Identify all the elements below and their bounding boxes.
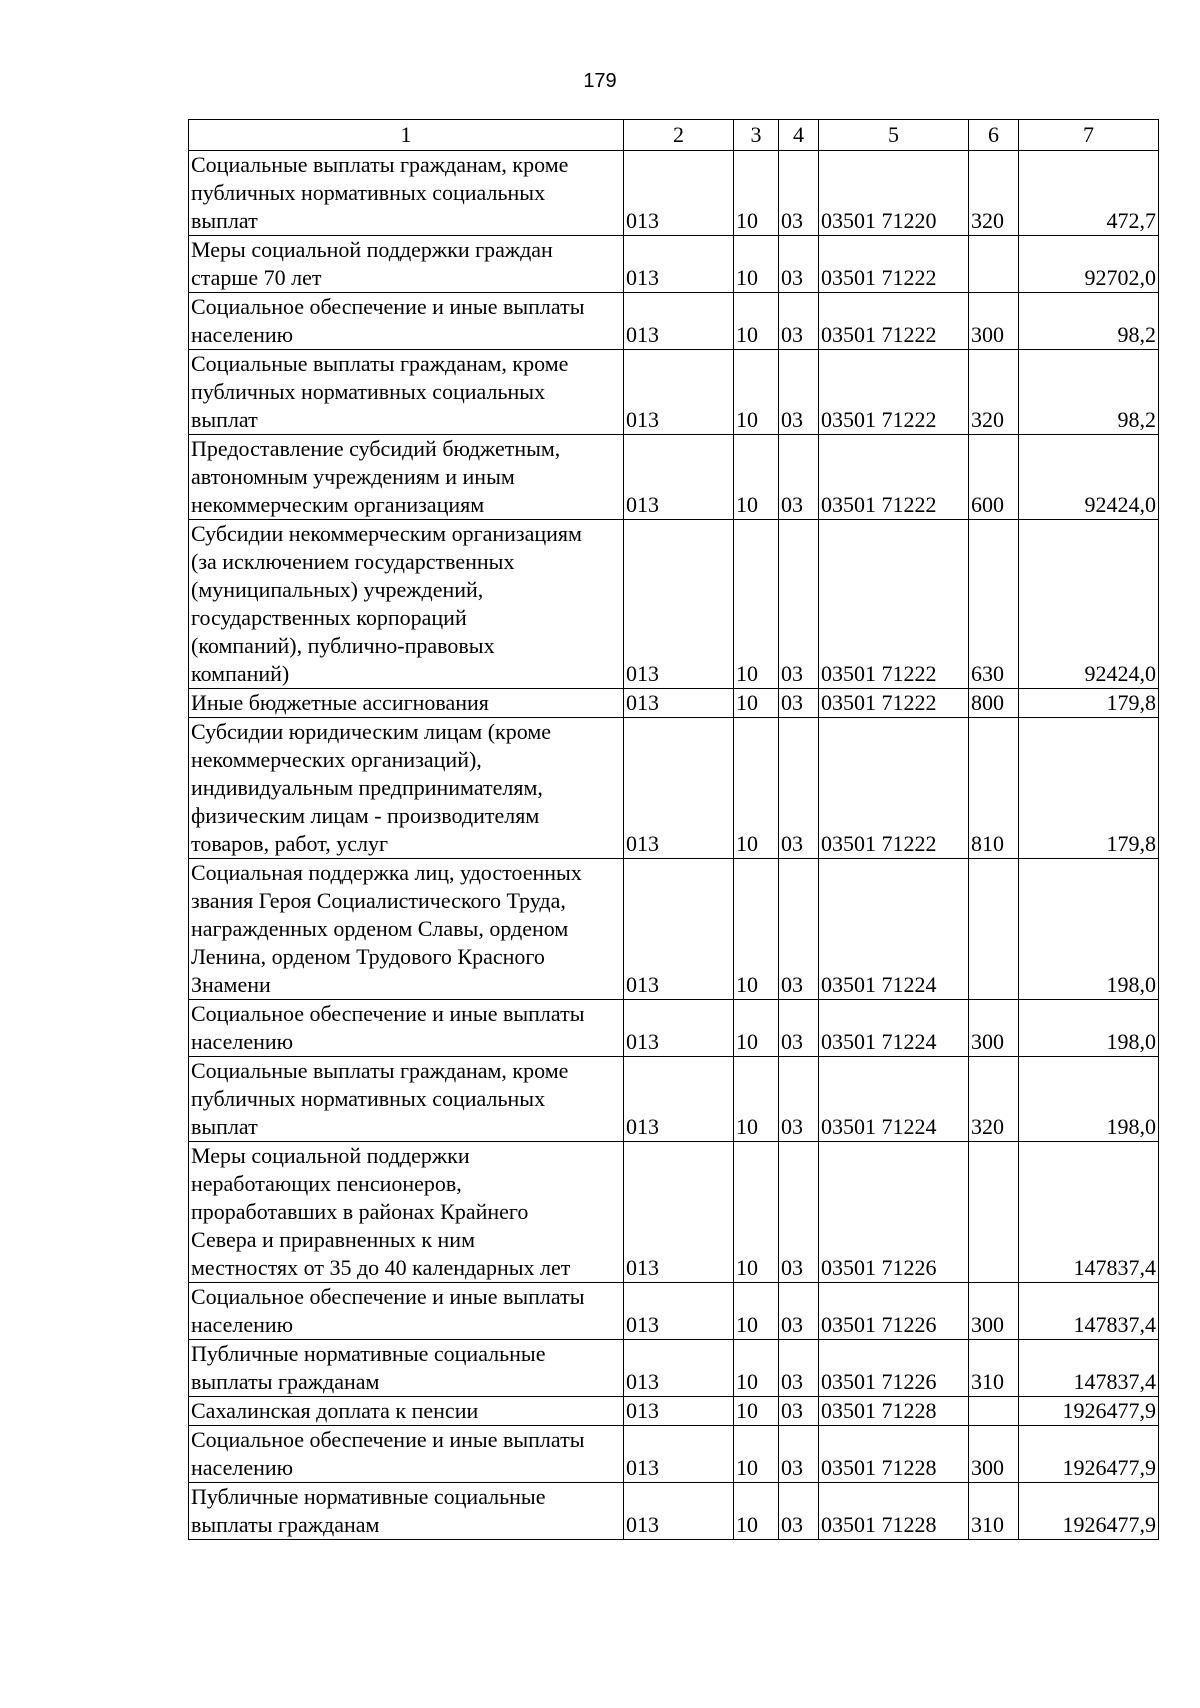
column-header: 4 — [779, 120, 819, 151]
cell-amount: 98,2 — [1019, 350, 1159, 435]
cell-expense-type: 800 — [969, 689, 1019, 718]
cell-amount: 1926477,9 — [1019, 1426, 1159, 1483]
cell-amount: 179,8 — [1019, 718, 1159, 859]
cell-section: 10 — [734, 1397, 779, 1426]
cell-subsection: 03 — [779, 236, 819, 293]
cell-target-article: 03501 71222 — [819, 718, 969, 859]
table-row — [189, 689, 1159, 718]
cell-amount: 179,8 — [1019, 689, 1159, 718]
table-row — [189, 1000, 1159, 1057]
row-name: Меры социальной поддержки граждан старше 70 лет — [189, 236, 624, 293]
cell-subsection: 03 — [779, 520, 819, 689]
cell-target-article: 03501 71222 — [819, 236, 969, 293]
cell-target-article: 03501 71222 — [819, 435, 969, 520]
cell-section: 10 — [734, 1000, 779, 1057]
cell-expense-type: 310 — [969, 1483, 1019, 1540]
row-name: Публичные нормативные социальные выплаты гражданам — [189, 1483, 624, 1540]
row-name: Социальная поддержка лиц, удостоенных звания Героя Социалистического Труда, награжденных орденом Славы, орденом Ленина, орденом Трудового Красного Знамени — [189, 859, 624, 1000]
cell-subsection: 03 — [779, 293, 819, 350]
cell-section: 10 — [734, 718, 779, 859]
cell-ministry-code: 013 — [624, 1483, 734, 1540]
cell-subsection: 03 — [779, 1000, 819, 1057]
cell-expense-type: 810 — [969, 718, 1019, 859]
table-header — [189, 120, 1159, 151]
cell-target-article: 03501 71228 — [819, 1426, 969, 1483]
row-name: Меры социальной поддержки неработающих пенсионеров, проработавших в районах Крайнего Севера и приравненных к ним местностях от 35 до 40 календарных лет — [189, 1142, 624, 1283]
cell-expense-type: 300 — [969, 1426, 1019, 1483]
cell-section: 10 — [734, 1483, 779, 1540]
row-name: Социальное обеспечение и иные выплаты населению — [189, 1000, 624, 1057]
row-name: Социальные выплаты гражданам, кроме публичных нормативных социальных выплат — [189, 151, 624, 236]
cell-expense-type: 310 — [969, 1340, 1019, 1397]
cell-ministry-code: 013 — [624, 859, 734, 1000]
cell-subsection: 03 — [779, 151, 819, 236]
table-row — [189, 236, 1159, 293]
cell-subsection: 03 — [779, 718, 819, 859]
cell-amount: 198,0 — [1019, 1057, 1159, 1142]
table-row — [189, 1057, 1159, 1142]
cell-expense-type: 300 — [969, 1000, 1019, 1057]
column-header: 1 — [189, 120, 624, 151]
row-name: Социальное обеспечение и иные выплаты населению — [189, 1283, 624, 1340]
column-header: 3 — [734, 120, 779, 151]
cell-subsection: 03 — [779, 1142, 819, 1283]
cell-target-article: 03501 71222 — [819, 689, 969, 718]
table-row — [189, 350, 1159, 435]
cell-target-article: 03501 71224 — [819, 1057, 969, 1142]
cell-target-article: 03501 71222 — [819, 293, 969, 350]
cell-section: 10 — [734, 1057, 779, 1142]
cell-ministry-code: 013 — [624, 1057, 734, 1142]
row-name: Предоставление субсидий бюджетным, автономным учреждениям и иным некоммерческим организациям — [189, 435, 624, 520]
cell-amount: 198,0 — [1019, 1000, 1159, 1057]
cell-section: 10 — [734, 1340, 779, 1397]
cell-amount: 92702,0 — [1019, 236, 1159, 293]
cell-target-article: 03501 71226 — [819, 1340, 969, 1397]
table-row — [189, 293, 1159, 350]
cell-ministry-code: 013 — [624, 1397, 734, 1426]
cell-ministry-code: 013 — [624, 520, 734, 689]
row-name: Социальные выплаты гражданам, кроме публичных нормативных социальных выплат — [189, 350, 624, 435]
budget-table — [188, 119, 1159, 1540]
cell-section: 10 — [734, 435, 779, 520]
cell-ministry-code: 013 — [624, 718, 734, 859]
table-row — [189, 1426, 1159, 1483]
table-row — [189, 1483, 1159, 1540]
cell-expense-type: 600 — [969, 435, 1019, 520]
cell-subsection: 03 — [779, 859, 819, 1000]
cell-target-article: 03501 71226 — [819, 1142, 969, 1283]
cell-amount: 198,0 — [1019, 859, 1159, 1000]
row-name: Социальное обеспечение и иные выплаты населению — [189, 293, 624, 350]
cell-target-article: 03501 71222 — [819, 350, 969, 435]
column-header: 7 — [1019, 120, 1159, 151]
cell-expense-type: 320 — [969, 151, 1019, 236]
cell-amount: 98,2 — [1019, 293, 1159, 350]
cell-section: 10 — [734, 520, 779, 689]
cell-amount: 1926477,9 — [1019, 1397, 1159, 1426]
cell-amount: 147837,4 — [1019, 1283, 1159, 1340]
table-row — [189, 1142, 1159, 1283]
cell-subsection: 03 — [779, 1397, 819, 1426]
table-row — [189, 435, 1159, 520]
cell-ministry-code: 013 — [624, 1340, 734, 1397]
cell-subsection: 03 — [779, 1340, 819, 1397]
cell-section: 10 — [734, 1426, 779, 1483]
cell-ministry-code: 013 — [624, 350, 734, 435]
cell-amount: 472,7 — [1019, 151, 1159, 236]
table-row — [189, 1283, 1159, 1340]
cell-target-article: 03501 71222 — [819, 520, 969, 689]
page-number: 179 — [583, 70, 617, 92]
cell-ministry-code: 013 — [624, 1283, 734, 1340]
cell-target-article: 03501 71224 — [819, 859, 969, 1000]
cell-section: 10 — [734, 689, 779, 718]
cell-ministry-code: 013 — [624, 151, 734, 236]
cell-subsection: 03 — [779, 350, 819, 435]
cell-ministry-code: 013 — [624, 1142, 734, 1283]
cell-target-article: 03501 71228 — [819, 1397, 969, 1426]
table-row — [189, 859, 1159, 1000]
cell-section: 10 — [734, 1142, 779, 1283]
table-row — [189, 1397, 1159, 1426]
cell-amount: 147837,4 — [1019, 1142, 1159, 1283]
cell-ministry-code: 013 — [624, 1426, 734, 1483]
cell-section: 10 — [734, 859, 779, 1000]
row-name: Иные бюджетные ассигнования — [189, 689, 624, 718]
table-body — [189, 151, 1159, 1540]
cell-amount: 147837,4 — [1019, 1340, 1159, 1397]
cell-expense-type — [969, 236, 1019, 293]
cell-ministry-code: 013 — [624, 689, 734, 718]
cell-section: 10 — [734, 350, 779, 435]
column-header: 2 — [624, 120, 734, 151]
header-row — [189, 120, 1159, 151]
cell-expense-type: 320 — [969, 350, 1019, 435]
row-name: Сахалинская доплата к пенсии — [189, 1397, 624, 1426]
column-header: 5 — [819, 120, 969, 151]
cell-ministry-code: 013 — [624, 293, 734, 350]
table-row — [189, 1340, 1159, 1397]
column-header: 6 — [969, 120, 1019, 151]
cell-expense-type — [969, 1142, 1019, 1283]
table-row — [189, 520, 1159, 689]
cell-section: 10 — [734, 236, 779, 293]
cell-target-article: 03501 71224 — [819, 1000, 969, 1057]
cell-subsection: 03 — [779, 1426, 819, 1483]
cell-section: 10 — [734, 1283, 779, 1340]
cell-expense-type — [969, 859, 1019, 1000]
table-row — [189, 718, 1159, 859]
cell-amount: 92424,0 — [1019, 435, 1159, 520]
cell-section: 10 — [734, 151, 779, 236]
cell-expense-type: 320 — [969, 1057, 1019, 1142]
cell-subsection: 03 — [779, 1057, 819, 1142]
cell-subsection: 03 — [779, 435, 819, 520]
cell-subsection: 03 — [779, 689, 819, 718]
row-name: Публичные нормативные социальные выплаты гражданам — [189, 1340, 624, 1397]
cell-amount: 1926477,9 — [1019, 1483, 1159, 1540]
cell-target-article: 03501 71228 — [819, 1483, 969, 1540]
cell-target-article: 03501 71220 — [819, 151, 969, 236]
cell-amount: 92424,0 — [1019, 520, 1159, 689]
cell-expense-type: 300 — [969, 1283, 1019, 1340]
row-name: Субсидии юридическим лицам (кроме некоммерческих организаций), индивидуальным предпринимателям, физическим лицам - производителям товаров, работ, услуг — [189, 718, 624, 859]
cell-ministry-code: 013 — [624, 236, 734, 293]
cell-subsection: 03 — [779, 1483, 819, 1540]
cell-expense-type: 300 — [969, 293, 1019, 350]
cell-expense-type — [969, 1397, 1019, 1426]
row-name: Социальные выплаты гражданам, кроме публичных нормативных социальных выплат — [189, 1057, 624, 1142]
cell-target-article: 03501 71226 — [819, 1283, 969, 1340]
row-name: Социальное обеспечение и иные выплаты населению — [189, 1426, 624, 1483]
cell-ministry-code: 013 — [624, 1000, 734, 1057]
cell-expense-type: 630 — [969, 520, 1019, 689]
cell-section: 10 — [734, 293, 779, 350]
table-row — [189, 151, 1159, 236]
row-name: Субсидии некоммерческим организациям (за исключением государственных (муниципальных) учреждений, государственных корпораций (компаний), публично-правовых компаний) — [189, 520, 624, 689]
cell-subsection: 03 — [779, 1283, 819, 1340]
cell-ministry-code: 013 — [624, 435, 734, 520]
